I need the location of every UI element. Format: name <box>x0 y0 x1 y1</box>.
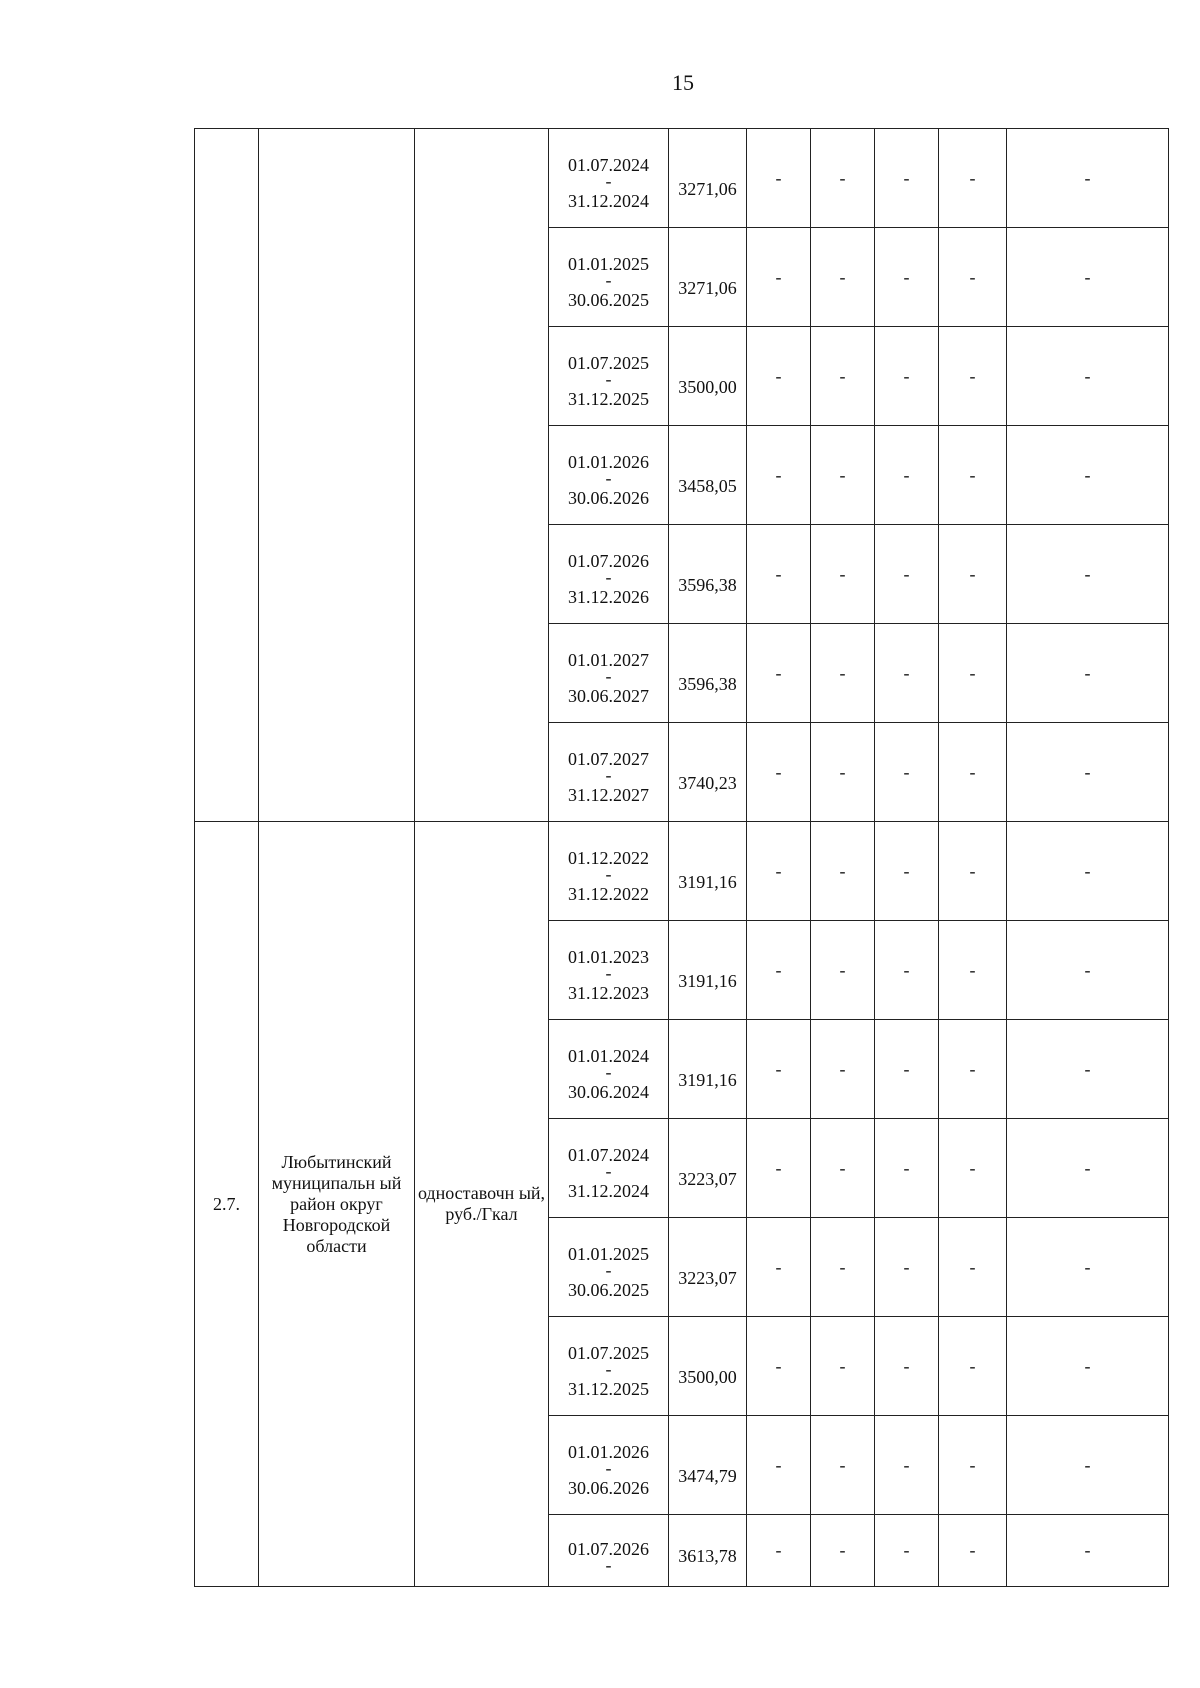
table-row <box>195 129 1169 228</box>
period-start: 01.01.2027 <box>568 650 649 670</box>
tariff-value-cell <box>669 129 747 228</box>
period-cell <box>549 822 669 921</box>
empty-value-cell: - <box>1007 525 1169 624</box>
period-range <box>549 342 668 410</box>
period-separator: - <box>605 1554 612 1575</box>
empty-value-cell: - <box>1007 822 1169 921</box>
tariff-value-cell <box>669 822 747 921</box>
period-separator: - <box>605 1260 612 1280</box>
empty-value-cell: - <box>747 723 811 822</box>
empty-value-cell: - <box>939 1416 1007 1515</box>
period-end: 30.06.2024 <box>568 1082 649 1102</box>
empty-value-cell: - <box>1007 129 1169 228</box>
period-range <box>549 1134 668 1202</box>
period-separator: - <box>605 765 612 785</box>
period-end: 30.06.2025 <box>568 1280 649 1300</box>
period-range <box>549 936 668 1004</box>
period-cell <box>549 1416 669 1515</box>
empty-value-cell: - <box>1007 1416 1169 1515</box>
empty-value-cell: - <box>875 624 939 723</box>
period-cell <box>549 1317 669 1416</box>
period-start: 01.01.2024 <box>568 1046 649 1066</box>
page-number: 15 <box>672 70 694 95</box>
tariff-value: 3596,38 <box>678 674 737 694</box>
empty-value-cell: - <box>875 426 939 525</box>
empty-value-cell: - <box>811 624 875 723</box>
empty-value-cell: - <box>811 327 875 426</box>
empty-value-cell: - <box>939 327 1007 426</box>
empty-value-cell: - <box>875 1020 939 1119</box>
period-range <box>549 1431 668 1499</box>
empty-value-cell: - <box>1007 723 1169 822</box>
period-cell <box>549 426 669 525</box>
empty-value-cell: - <box>811 426 875 525</box>
tariff-type: одноставочн ый, руб./Гкал <box>415 822 549 1587</box>
empty-value-cell: - <box>1007 228 1169 327</box>
table-body <box>195 129 1169 1587</box>
tariff-value-cell <box>669 426 747 525</box>
empty-value-cell: - <box>939 525 1007 624</box>
empty-value-cell: - <box>1007 1020 1169 1119</box>
empty-value-cell: - <box>939 723 1007 822</box>
tariff-value: 3458,05 <box>678 476 737 496</box>
period-end: 31.12.2022 <box>568 884 649 904</box>
period-end: 30.06.2026 <box>568 1478 649 1498</box>
empty-value-cell: - <box>747 822 811 921</box>
period-end: 31.12.2023 <box>568 983 649 1003</box>
tariff-value: 3223,07 <box>678 1268 737 1288</box>
period-separator: - <box>605 270 612 290</box>
empty-value-cell: - <box>747 1119 811 1218</box>
empty-value-cell: - <box>1007 1119 1169 1218</box>
period-cell <box>549 228 669 327</box>
period-cell <box>549 624 669 723</box>
period-start: 01.01.2023 <box>568 947 649 967</box>
period-separator: - <box>605 468 612 488</box>
period-separator: - <box>605 1161 612 1181</box>
tariff-value: 3474,79 <box>678 1466 737 1486</box>
empty-value-cell: - <box>875 1218 939 1317</box>
empty-value-cell: - <box>939 1317 1007 1416</box>
territory-name: Любытинский муниципальн ый район округ Новгородской области <box>259 822 415 1587</box>
period-start: 01.07.2024 <box>568 1145 649 1165</box>
period-separator: - <box>605 864 612 884</box>
empty-value-cell: - <box>811 1020 875 1119</box>
tariff-value: 3271,06 <box>678 179 737 199</box>
period-start: 01.01.2025 <box>568 254 649 274</box>
period-start: 01.01.2026 <box>568 1442 649 1462</box>
tariff-value-cell <box>669 525 747 624</box>
period-cell <box>549 1020 669 1119</box>
period-separator: - <box>605 369 612 389</box>
empty-value-cell: - <box>747 129 811 228</box>
empty-value-cell: - <box>811 1119 875 1218</box>
empty-value-cell: - <box>811 228 875 327</box>
empty-value-cell: - <box>1007 426 1169 525</box>
tariff-value-cell <box>669 624 747 723</box>
empty-value-cell: - <box>747 1020 811 1119</box>
empty-value-cell: - <box>875 1119 939 1218</box>
empty-value-cell: - <box>939 624 1007 723</box>
period-separator: - <box>605 171 612 191</box>
period-start: 01.07.2024 <box>568 155 649 175</box>
period-range <box>549 1233 668 1301</box>
empty-value-cell: - <box>811 1515 875 1587</box>
empty-value-cell: - <box>811 1218 875 1317</box>
empty-value-cell: - <box>939 822 1007 921</box>
tariff-value: 3740,23 <box>678 773 737 793</box>
empty-value-cell: - <box>1007 1218 1169 1317</box>
period-cell <box>549 1515 669 1587</box>
period-start: 01.07.2026 <box>568 1538 649 1559</box>
period-separator: - <box>605 1458 612 1478</box>
empty-value-cell: - <box>1007 1317 1169 1416</box>
empty-value-cell: - <box>939 921 1007 1020</box>
empty-value-cell: - <box>875 822 939 921</box>
empty-value-cell: - <box>811 723 875 822</box>
period-start: 01.12.2022 <box>568 848 649 868</box>
period-start: 01.07.2026 <box>568 551 649 571</box>
tariff-value-cell <box>669 1218 747 1317</box>
tariff-value-cell <box>669 228 747 327</box>
period-start: 01.07.2027 <box>568 749 649 769</box>
tariff-value: 3596,38 <box>678 575 737 595</box>
empty-value-cell: - <box>811 822 875 921</box>
period-range <box>549 540 668 608</box>
empty-value-cell: - <box>875 723 939 822</box>
empty-value-cell: - <box>811 525 875 624</box>
empty-value-cell: - <box>875 228 939 327</box>
period-end: 30.06.2026 <box>568 488 649 508</box>
tariff-value: 3271,06 <box>678 278 737 298</box>
empty-value-cell: - <box>875 921 939 1020</box>
empty-value-cell: - <box>875 327 939 426</box>
empty-value-cell: - <box>747 1218 811 1317</box>
period-cell <box>549 327 669 426</box>
empty-value-cell: - <box>939 1218 1007 1317</box>
empty-value-cell: - <box>811 1317 875 1416</box>
tariff-value-cell <box>669 1020 747 1119</box>
period-end: 31.12.2026 <box>568 587 649 607</box>
tariff-value: 3500,00 <box>678 1367 737 1387</box>
tariff-value-cell <box>669 1119 747 1218</box>
period-range <box>549 144 668 212</box>
empty-value-cell: - <box>939 1119 1007 1218</box>
tariff-value: 3191,16 <box>678 1070 737 1090</box>
period-start: 01.01.2025 <box>568 1244 649 1264</box>
blank-number-cell <box>195 129 259 822</box>
empty-value-cell: - <box>1007 921 1169 1020</box>
section-number: 2.7. <box>195 822 259 1587</box>
period-separator: - <box>605 963 612 983</box>
empty-value-cell: - <box>747 1515 811 1587</box>
period-cell <box>549 525 669 624</box>
tariff-value: 3613,78 <box>678 1545 737 1566</box>
empty-value-cell: - <box>747 1317 811 1416</box>
period-range <box>549 441 668 509</box>
empty-value-cell: - <box>811 129 875 228</box>
tariff-value-cell <box>669 1317 747 1416</box>
tariff-value: 3191,16 <box>678 971 737 991</box>
empty-value-cell: - <box>747 921 811 1020</box>
period-end: 30.06.2027 <box>568 686 649 706</box>
period-start: 01.01.2026 <box>568 452 649 472</box>
empty-value-cell: - <box>939 129 1007 228</box>
period-end: 31.12.2025 <box>568 389 649 409</box>
empty-value-cell: - <box>747 327 811 426</box>
empty-value-cell: - <box>939 228 1007 327</box>
tariff-value-cell <box>669 723 747 822</box>
empty-value-cell: - <box>811 1416 875 1515</box>
tariff-value-cell <box>669 921 747 1020</box>
empty-value-cell: - <box>747 228 811 327</box>
period-end: 31.12.2027 <box>568 785 649 805</box>
empty-value-cell: - <box>875 525 939 624</box>
empty-value-cell: - <box>875 1515 939 1587</box>
period-separator: - <box>605 666 612 686</box>
period-end: 31.12.2024 <box>568 191 649 211</box>
empty-value-cell: - <box>1007 624 1169 723</box>
empty-value-cell: - <box>939 426 1007 525</box>
period-cell <box>549 1119 669 1218</box>
period-separator: - <box>605 1359 612 1379</box>
empty-value-cell: - <box>1007 327 1169 426</box>
tariff-value: 3223,07 <box>678 1169 737 1189</box>
period-range <box>549 243 668 311</box>
period-cell <box>549 921 669 1020</box>
tariff-value-cell <box>669 1416 747 1515</box>
period-separator: - <box>605 567 612 587</box>
blank-type-cell <box>415 129 549 822</box>
period-separator: - <box>605 1062 612 1082</box>
empty-value-cell: - <box>875 1317 939 1416</box>
period-range <box>549 639 668 707</box>
empty-value-cell: - <box>811 921 875 1020</box>
empty-value-cell: - <box>939 1515 1007 1587</box>
empty-value-cell: - <box>747 624 811 723</box>
period-range <box>549 1035 668 1103</box>
period-cell <box>549 1218 669 1317</box>
tariff-table <box>194 128 1169 1587</box>
period-range <box>549 738 668 806</box>
period-cell <box>549 723 669 822</box>
tariff-value: 3500,00 <box>678 377 737 397</box>
empty-value-cell: - <box>875 1416 939 1515</box>
table-row <box>195 822 1169 921</box>
period-end: 31.12.2025 <box>568 1379 649 1399</box>
empty-value-cell: - <box>747 426 811 525</box>
period-cell <box>549 129 669 228</box>
period-range <box>549 837 668 905</box>
empty-value-cell: - <box>1007 1515 1169 1587</box>
period-range <box>549 1528 668 1574</box>
period-range <box>549 1332 668 1400</box>
period-start: 01.07.2025 <box>568 353 649 373</box>
empty-value-cell: - <box>747 1416 811 1515</box>
period-end: 30.06.2025 <box>568 290 649 310</box>
empty-value-cell: - <box>939 1020 1007 1119</box>
empty-value-cell: - <box>747 525 811 624</box>
tariff-value: 3191,16 <box>678 872 737 892</box>
period-end: 31.12.2024 <box>568 1181 649 1201</box>
empty-value-cell: - <box>875 129 939 228</box>
period-start: 01.07.2025 <box>568 1343 649 1363</box>
blank-territory-cell <box>259 129 415 822</box>
tariff-value-cell <box>669 1515 747 1587</box>
tariff-value-cell <box>669 327 747 426</box>
